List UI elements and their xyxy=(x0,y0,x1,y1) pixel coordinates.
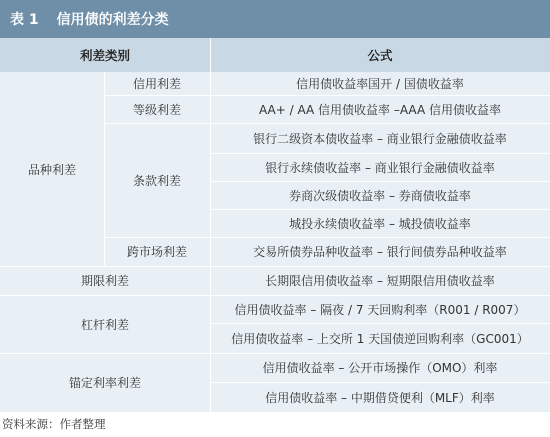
group-label: 锚定利率利差 xyxy=(68,376,141,390)
header-formula: 公式 xyxy=(367,48,393,63)
sub-label: 等级利差 xyxy=(132,102,181,117)
sub-label: 跨市场利差 xyxy=(126,245,187,259)
header-category: 利差类别 xyxy=(79,48,130,63)
sub-label: 信用利差 xyxy=(132,77,181,91)
table-header-row xyxy=(0,38,550,72)
formula-cell: 信用债收益率 – 上交所 1 天国债逆回购利率（GC001） xyxy=(231,331,529,346)
source-note: 资料来源：作者整理 xyxy=(2,417,106,431)
formula-cell: 信用债收益率 – 隔夜 / 7 天回购利率（R001 / R007） xyxy=(234,302,526,317)
formula-cell: 长期限信用债收益率 – 短期限信用债收益率 xyxy=(265,274,495,288)
group-label: 品种利差 xyxy=(27,162,76,177)
formula-cell: 信用债收益率国开 / 国债收益率 xyxy=(296,77,464,91)
formula-cell: 银行永续债收益率 – 商业银行金融债收益率 xyxy=(265,160,495,175)
formula-cell: 券商次级债收益率 – 券商债收益率 xyxy=(289,188,471,203)
formula-cell: 信用债收益率 – 中期借贷便利（MLF）利率 xyxy=(265,390,495,405)
formula-cell: 交易所债券品种收益率 – 银行间债券品种收益率 xyxy=(253,245,507,259)
sub-label: 条款利差 xyxy=(132,173,181,188)
formula-cell: AA+ / AA 信用债收益率 –AAA 信用债收益率 xyxy=(259,102,501,117)
table-number: 表 1 xyxy=(10,12,39,28)
group-label: 期限利差 xyxy=(80,274,129,288)
table-title: 信用债的利差分类 xyxy=(56,12,169,28)
group-label: 杠杆利差 xyxy=(80,317,129,332)
formula-cell: 城投永续债收益率 – 城投债收益率 xyxy=(289,216,471,231)
formula-cell: 信用债收益率 – 公开市场操作（OMO）利率 xyxy=(262,361,498,375)
formula-cell: 银行二级资本债收益率 – 商业银行金融债收益率 xyxy=(253,131,507,146)
table-title-bar xyxy=(0,0,550,38)
